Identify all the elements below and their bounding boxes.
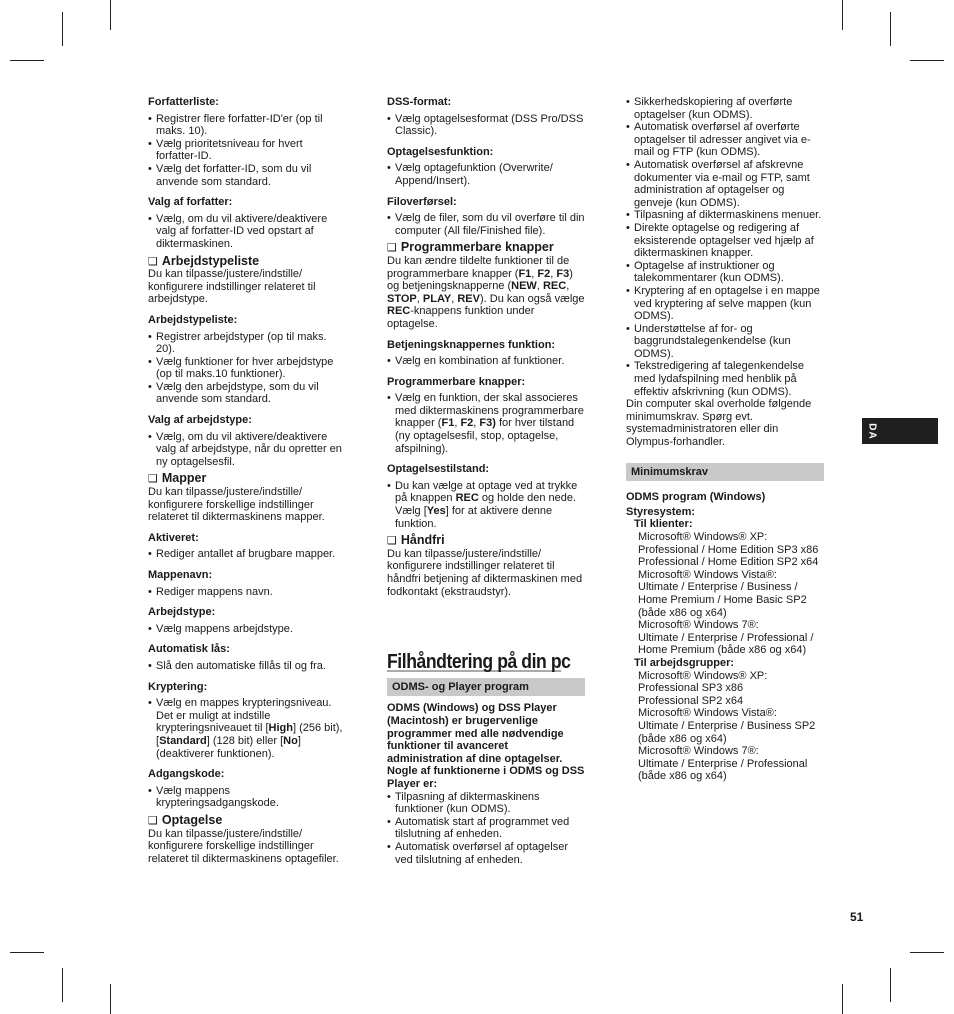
crop-mark — [842, 0, 843, 30]
text-run: ). Du kan også vælge — [479, 292, 585, 305]
list-item: • Tekstredigering af talegenkendelse med lydafspilning med henblik på effektiv afskrivning (kun ODMS). — [626, 360, 824, 398]
list-features-cont — [626, 96, 824, 398]
os-heading: Styresystem: — [626, 505, 696, 518]
os-line: Microsoft® Windows Vista®: — [638, 707, 777, 720]
list-item: • Understøttelse af for- og baggrundstalegenkendelse (kun ODMS). — [626, 323, 824, 361]
language-tab — [862, 418, 938, 444]
page-number: 51 — [850, 910, 864, 924]
os-line: Ultimate / Enterprise / Professional / Home Premium (både x86 og x64) — [638, 631, 814, 657]
groups-heading: Til arbejdsgrupper: — [634, 656, 735, 669]
list-item: • Tilpasning af diktermaskinens funktioner (kun ODMS). — [387, 791, 585, 816]
column-1 — [148, 96, 344, 865]
crop-mark — [110, 984, 111, 1014]
label-optagelsestilstand: Optagelsestilstand: — [387, 463, 490, 476]
section-band: Minimumskrav — [626, 463, 824, 482]
list-item: • Vælg de filer, som du vil overføre til din computer (All file/Finished file). — [387, 212, 585, 237]
os-line: Microsoft® Windows® XP: — [638, 669, 768, 682]
text-run: og holde den nede. Vælg [ — [395, 492, 577, 518]
crop-mark — [890, 968, 891, 1002]
label-forfatterliste: Forfatterliste: — [148, 96, 219, 108]
list-item: • Vælg optagelsesformat (DSS Pro/DSS Classic). — [387, 113, 585, 138]
list-item: • Rediger antallet af brugbare mapper. — [148, 548, 344, 561]
text-run-bold: F1 — [518, 267, 532, 280]
groups-list — [626, 670, 824, 783]
label-valg-af-arbejdstype: Valg af arbejdstype: — [148, 414, 252, 427]
list-arbejdstype — [148, 623, 344, 636]
section-title: Mapper — [161, 471, 207, 486]
checkbox-bullet-icon: ❑ — [148, 473, 158, 486]
list-item: • Automatisk overførsel af overførte optagelser til adresser angivet via e-mail og FTP (kun ODMS). — [626, 121, 824, 159]
text-run-bold: STOP — [387, 292, 417, 305]
text-run-bold: PLAY — [422, 292, 452, 305]
section-text: Du kan tilpasse/justere/indstille/ konfigurere indstillinger relateret til håndfri betjening af diktermaskinen med fodkontakt (ekstraudstyr). — [387, 547, 583, 598]
label-optagelsesfunktion: Optagelsesfunktion: — [387, 145, 494, 158]
text-run: -knappens funktion under optagelse. — [387, 305, 535, 330]
list-adgangskode — [148, 785, 344, 810]
label-arbejdstype: Arbejdstype: — [148, 606, 216, 619]
list-item: • Automatisk overførsel af afskrevne dokumenter via e-mail og FTP, samt administration af optagelser og genveje (kun ODMS). — [626, 159, 824, 209]
list-item: • Vælg funktioner for hver arbejdstype (op til maks.10 funktioner). — [148, 356, 344, 381]
list-item: • Vælg prioritetsniveau for hvert forfatter-ID. — [148, 138, 344, 163]
label-filoverfoersel: Filoverførsel: — [387, 195, 457, 208]
checkbox-bullet-icon: ❑ — [387, 535, 397, 548]
list-item — [387, 480, 585, 530]
label-adgangskode: Adgangskode: — [148, 768, 225, 781]
list-forfatterliste — [148, 113, 344, 189]
list-item: • Vælg mappens arbejdstype. — [148, 623, 344, 636]
text-run-bold: F3) — [479, 417, 496, 430]
label-arbejdstypeliste: Arbejdstypeliste: — [148, 313, 238, 326]
list-valg-af-forfatter — [148, 213, 344, 251]
section-mapper — [148, 472, 344, 486]
section-programmerbare-knapper — [387, 241, 585, 255]
checkbox-bullet-icon: ❑ — [387, 242, 397, 255]
list-item: • Registrer arbejdstyper (op til maks. 20). — [148, 331, 344, 356]
section-title: Arbejdstypeliste — [161, 253, 260, 268]
label-dss-format: DSS-format: — [387, 96, 452, 108]
text-run-bold: Yes — [426, 505, 446, 518]
list-item: • Registrer flere forfatter-ID'er (op til maks. 10). — [148, 113, 344, 138]
crop-mark — [890, 12, 891, 46]
text-run: , — [451, 292, 458, 305]
checkbox-bullet-icon: ❑ — [148, 255, 158, 268]
os-line: Microsoft® Windows® XP: — [638, 531, 768, 543]
list-optagelsestilstand — [387, 480, 585, 530]
text-run-bold: F3 — [556, 267, 570, 280]
text-run: , — [416, 292, 423, 305]
language-tab-label: DA — [866, 422, 878, 440]
crop-mark — [910, 952, 944, 953]
section-haandfri — [387, 534, 585, 548]
list-item: • Tilpasning af diktermaskinens menuer. — [626, 209, 824, 222]
os-line: Professional SP2 x64 — [638, 694, 744, 707]
list-item: • Vælg, om du vil aktivere/deaktivere valg af arbejdstype, når du opretter en ny optagelsesfil. — [148, 431, 344, 469]
text-run-bold: High — [268, 722, 293, 735]
text-run: ) og betjeningsknapperne ( — [387, 267, 573, 293]
list-item: • Automatisk start af programmet ved tilslutning af enheden. — [387, 816, 585, 841]
list-item: • Vælg, om du vil aktivere/deaktivere valg af forfatter-ID ved opstart af diktermaskinen. — [148, 213, 344, 251]
crop-mark — [910, 60, 944, 61]
section-title: Optagelse — [161, 812, 223, 827]
os-line: Professional / Home Edition SP3 x86 — [638, 543, 819, 556]
intro-text: ODMS (Windows) og DSS Player (Macintosh) er brugervenlige programmer med alle nødvendige funktioner til avanceret administration af dine optagelser. Nogle af funktionerne i ODMS og DSS Player er: — [387, 702, 585, 790]
section-title: Håndfri — [400, 533, 445, 548]
crop-mark — [10, 60, 44, 61]
crop-mark — [62, 968, 63, 1002]
list-item: • Vælg det forfatter-ID, som du vil anvende som standard. — [148, 163, 344, 188]
list-features — [387, 791, 585, 867]
label-betjeningsknappernes-funktion: Betjeningsknappernes funktion: — [387, 338, 556, 351]
list-kryptering — [148, 697, 344, 760]
text-run: Vælg en funktion, der skal associeres med diktermaskinens programmerbare knapper ( — [395, 392, 584, 430]
label-mappenavn: Mappenavn: — [148, 569, 213, 581]
label-programmerbare-knapper: Programmerbare knapper: — [387, 375, 526, 388]
os-line: Microsoft® Windows 7®: — [638, 745, 759, 758]
list-betjeningsknapper — [387, 355, 585, 368]
text-run: , — [531, 267, 538, 280]
text-run-bold: No — [283, 734, 298, 747]
text-run: ] for at aktivere denne funktion. — [395, 505, 553, 530]
text-run-bold: REC — [455, 492, 479, 505]
section-optagelse — [148, 814, 344, 828]
label-aktiveret: Aktiveret: — [148, 531, 199, 544]
text-run-bold: REC — [542, 280, 567, 293]
section-text: Du kan tilpasse/justere/indstille/ konfigurere indstillinger relateret til arbejdstype. — [148, 268, 316, 306]
list-dss-format — [387, 113, 585, 138]
column-3 — [626, 96, 824, 783]
list-automatisk-laas — [148, 660, 344, 673]
os-line: Professional / Home Edition SP2 x64 — [638, 556, 819, 569]
clients-heading: Til klienter: — [634, 518, 693, 531]
section-text: Du kan tilpasse/justere/indstille/ konfigurere forskellige indstillinger relateret til diktermaskinens mapper. — [148, 486, 325, 524]
list-arbejdstypeliste — [148, 331, 344, 407]
text-run: , — [454, 417, 461, 430]
text-run-bold: REV — [457, 292, 480, 305]
list-item: • Vælg mappens krypteringsadgangskode. — [148, 785, 344, 810]
text-run: ] (128 bit) eller [ — [206, 734, 284, 747]
page-title: Filhåndtering på din pc — [387, 651, 571, 674]
list-item: • Vælg en kombination af funktioner. — [387, 355, 585, 368]
label-valg-af-forfatter: Valg af forfatter: — [148, 196, 233, 209]
list-item: • Vælg den arbejdstype, som du vil anvende som standard. — [148, 381, 344, 406]
os-line: Professional SP3 x86 — [638, 682, 744, 695]
requirements-intro: Din computer skal overholde følgende minimumskrav. Spørg evt. systemadministratoren eller din Olympus-forhandler. — [626, 398, 812, 449]
crop-mark — [62, 12, 63, 46]
text-run: , — [550, 267, 557, 280]
text-run: , — [566, 280, 570, 293]
clients-list — [626, 531, 824, 657]
list-item — [387, 392, 585, 455]
text-run: ] (deaktiverer funktionen). — [156, 734, 301, 760]
list-programmerbare-knapper — [387, 392, 585, 455]
text-run: , — [473, 417, 480, 430]
crop-mark — [842, 984, 843, 1014]
list-item: • Direkte optagelse og redigering af eksisterende optagelser ved hjælp af diktermaskinen knapper. — [626, 222, 824, 260]
list-item: • Rediger mappens navn. — [148, 586, 344, 599]
text-run-bold: Standard — [159, 734, 207, 747]
list-aktiveret — [148, 548, 344, 561]
text-run-bold: F2 — [460, 417, 474, 430]
text-run: Vælg en mappes krypteringsniveau. Det er muligt at indstille krypteringsniveauet til [ — [156, 697, 332, 735]
text-run: , — [536, 280, 543, 293]
list-item: • Slå den automatiske fillås til og fra. — [148, 660, 344, 673]
text-run: for hver tilstand (ny optagelsesfil, stop, optagelse, afspilning). — [395, 417, 575, 455]
list-item: • Optagelse af instruktioner og talekommentarer (kun ODMS). — [626, 260, 824, 285]
column-2 — [387, 96, 585, 866]
label-kryptering: Kryptering: — [148, 680, 208, 693]
list-optagelsesfunktion — [387, 162, 585, 187]
section-text: Du kan tilpasse/justere/indstille/ konfigurere forskellige indstillinger relateret til diktermaskinens optagefiler. — [148, 827, 339, 865]
section-text — [387, 255, 585, 331]
text-run: ] (256 bit), [ — [156, 722, 343, 747]
crop-mark — [110, 0, 111, 30]
os-line: Ultimate / Enterprise / Professional (både x86 og x64) — [638, 757, 808, 783]
checkbox-bullet-icon: ❑ — [148, 814, 158, 827]
os-line: Microsoft® Windows Vista®: — [638, 568, 777, 581]
text-run-bold: F2 — [537, 267, 551, 280]
list-item: • Vælg optagefunktion (Overwrite/ Append/Insert). — [387, 162, 585, 187]
list-valg-af-arbejdstype — [148, 431, 344, 469]
label-automatisk-laas: Automatisk lås: — [148, 643, 230, 656]
os-line: Ultimate / Enterprise / Business SP2 (både x86 og x64) — [638, 719, 816, 745]
list-mappenavn — [148, 586, 344, 599]
list-item: • Automatisk overførsel af optagelser ved tilslutning af enheden. — [387, 841, 585, 866]
list-item: • Sikkerhedskopiering af overførte optagelser (kun ODMS). — [626, 96, 824, 121]
crop-mark — [10, 952, 44, 953]
odms-heading: ODMS program (Windows) — [626, 491, 766, 504]
list-filoverfoersel — [387, 212, 585, 237]
section-arbejdstypeliste — [148, 255, 344, 269]
section-title: Programmerbare knapper — [400, 240, 554, 255]
section-band: ODMS- og Player program — [387, 678, 585, 697]
list-item: • Kryptering af en optagelse i en mappe ved kryptering af selve mappen (kun ODMS). — [626, 285, 824, 323]
os-line: Ultimate / Enterprise / Business / Home Premium / Home Basic SP2 (både x86 og x64) — [638, 581, 807, 619]
text-run: Du kan ændre tildelte funktioner til de programmerbare knapper ( — [387, 254, 570, 280]
os-line: Microsoft® Windows 7®: — [638, 619, 759, 632]
text-run: Du kan vælge at optage ved at trykke på knappen — [395, 479, 578, 505]
list-item — [148, 697, 344, 760]
text-run-bold: NEW — [511, 280, 537, 293]
text-run-bold: REC — [387, 305, 411, 318]
text-run-bold: F1 — [441, 417, 455, 430]
